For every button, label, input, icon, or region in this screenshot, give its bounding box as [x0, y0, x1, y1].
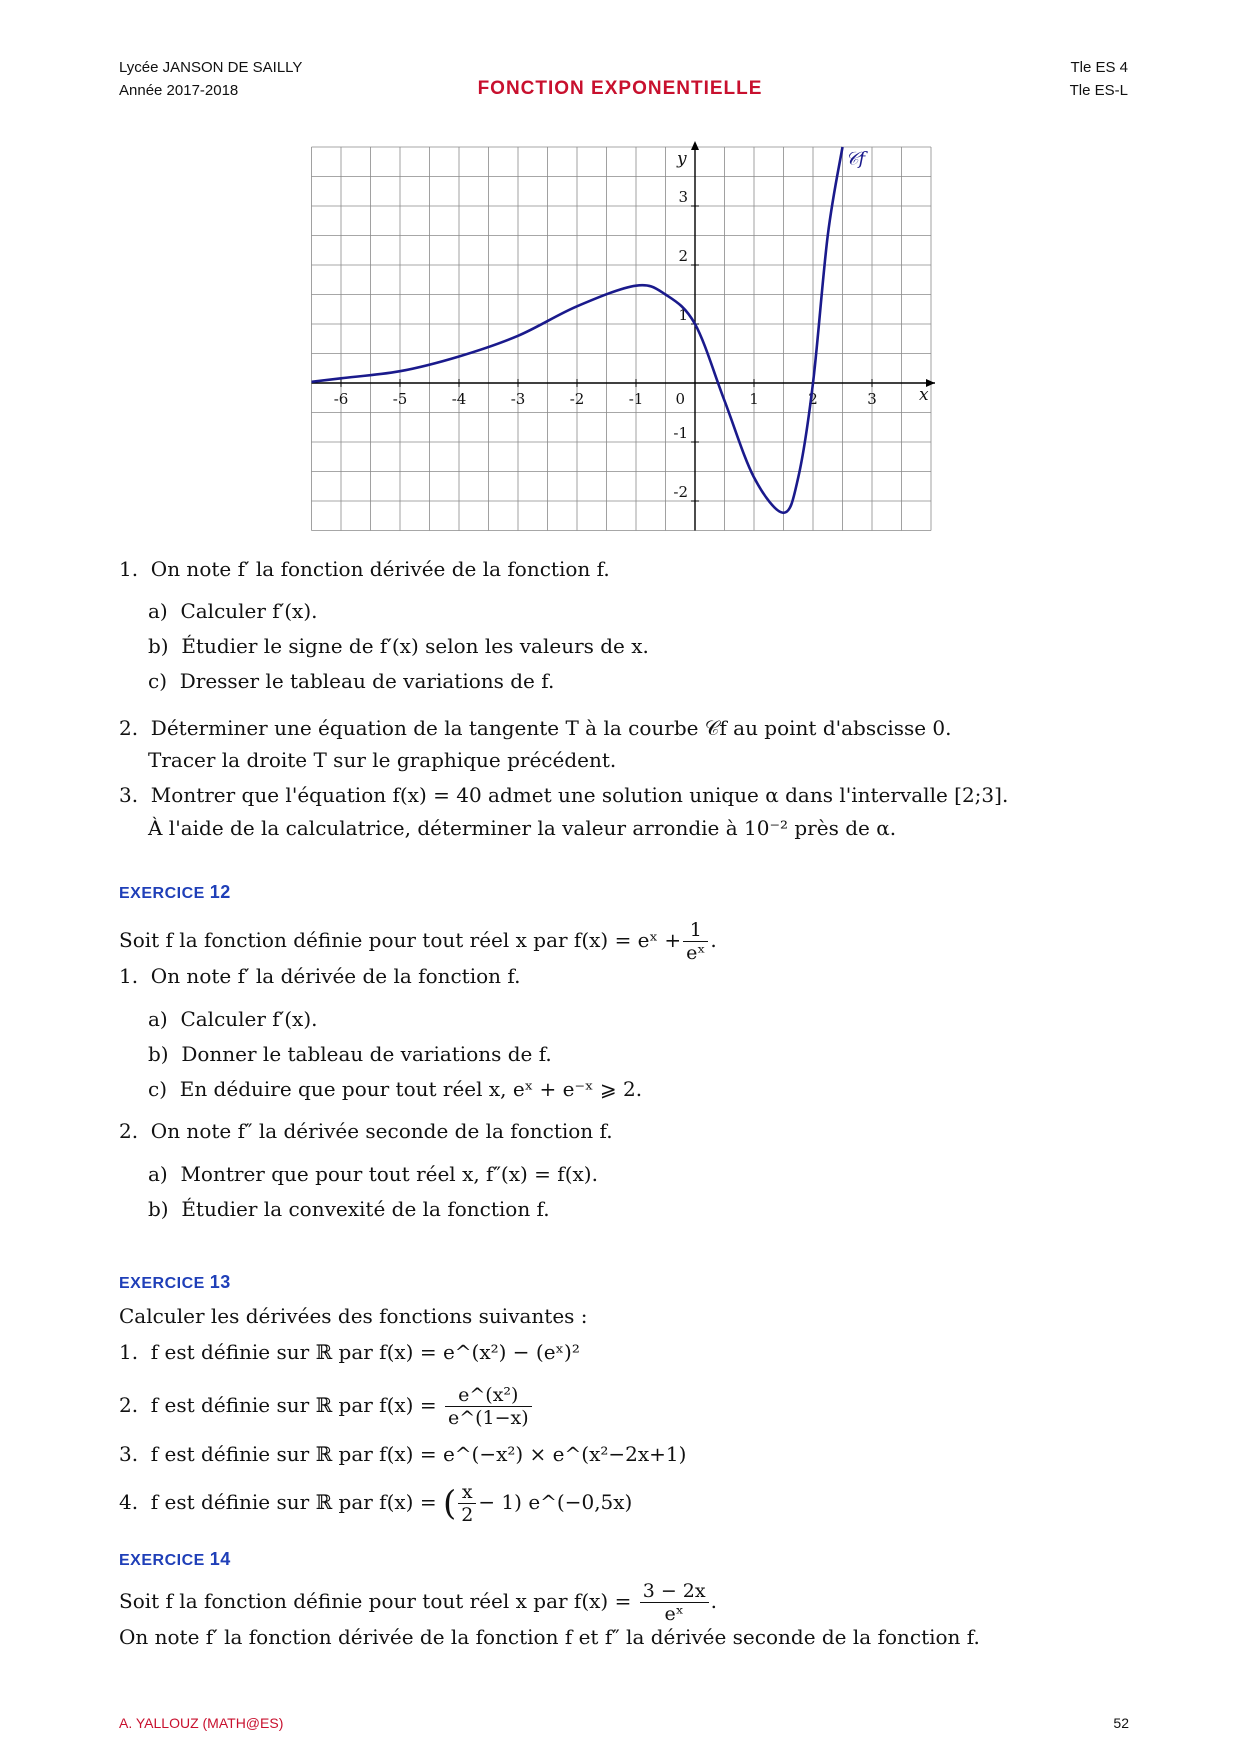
ex12-q1c: c) En déduire que pour tout réel x, eˣ + e⁻ˣ ⩾ 2.	[148, 1077, 643, 1101]
ex12-intro: Soit f la fonction définie pour tout réel x par f(x) = eˣ + $\frac{1}{\text{eˣ}}$ .	[119, 919, 717, 964]
x-tick-label: -4	[451, 390, 467, 408]
ex11-q3-line2: À l'aide de la calculatrice, déterminer la valeur arrondie à 10⁻² près de α.	[148, 816, 897, 840]
y-tick-label: 2	[678, 247, 688, 265]
x-tick-label: -5	[392, 390, 408, 408]
ex11-q3: 3. Montrer que l'équation f(x) = 40 admet une solution unique α dans l'intervalle [2;3].	[119, 783, 1009, 807]
curve-label: 𝒞f	[845, 148, 866, 170]
school-name: Lycée JANSON DE SAILLY	[119, 59, 303, 76]
x-tick-label: -3	[510, 390, 526, 408]
x-tick-label: 1	[749, 390, 759, 408]
school-year: Année 2017-2018	[119, 82, 239, 99]
exercise-12-heading: EXERCICE 12	[119, 882, 231, 902]
y-tick-label: -2	[673, 483, 688, 501]
ex11-q1: 1. On note f′ la fonction dérivée de la fonction f.	[119, 557, 610, 581]
y-axis-arrow	[691, 141, 699, 150]
ex11-q2-line2: Tracer la droite T sur le graphique précédent.	[148, 748, 617, 772]
ex13-intro: Calculer les dérivées des fonctions suivantes :	[119, 1304, 588, 1328]
exercise-13-heading: EXERCICE 13	[119, 1272, 231, 1292]
x-tick-label: -6	[333, 390, 349, 408]
ex14-intro: Soit f la fonction définie pour tout réel x par f(x) = $\frac{3 - 2x}{\text{eˣ}}$ .	[119, 1580, 717, 1625]
x-tick-label: -1	[628, 390, 644, 408]
y-tick-label: 3	[678, 188, 688, 206]
ex13-q2: 2. f est définie sur ℝ par f(x) = $\frac{\text{e\textasciicircum{}(x²)}}{e\^{}(1-x)}$	[119, 1378, 534, 1432]
origin-label: 0	[675, 390, 685, 408]
x-axis-label: x	[919, 385, 929, 405]
ex12-q1a: a) Calculer f′(x).	[148, 1007, 318, 1031]
x-tick-label: 3	[867, 390, 877, 408]
page-title: FONCTION EXPONENTIELLE	[477, 78, 763, 99]
ex12-q1b: b) Donner le tableau de variations de f.	[148, 1042, 552, 1066]
footer-page-number: 52	[1113, 1715, 1129, 1731]
ex11-q1a: a) Calculer f′(x).	[148, 599, 318, 623]
ex12-q1: 1. On note f′ la dérivée de la fonction f.	[119, 964, 521, 988]
ex14-line2: On note f′ la fonction dérivée de la fonction f et f″ la dérivée seconde de la fonction f.	[119, 1625, 980, 1649]
function-graph	[300, 140, 960, 550]
class-label-1: Tle ES 4	[1070, 59, 1128, 76]
class-label-2: Tle ES-L	[1069, 82, 1128, 99]
ex13-q4: 4. f est définie sur ℝ par f(x) = ( $\frac{x}{2}$ − 1) e^(−0,5x)	[119, 1481, 633, 1526]
ex11-q1b: b) Étudier le signe de f′(x) selon les valeurs de x.	[148, 634, 649, 658]
footer-author: A. YALLOUZ (MATH@ES)	[119, 1715, 284, 1731]
exercise-14-heading: EXERCICE 14	[119, 1549, 231, 1569]
x-tick-label: 2	[808, 390, 818, 408]
x-tick-label: -2	[569, 390, 585, 408]
y-axis-label: y	[677, 149, 687, 169]
y-tick-label: 1	[678, 306, 688, 324]
ex11-q2: 2. Déterminer une équation de la tangente T à la courbe 𝒞f au point d'abscisse 0.	[119, 716, 952, 740]
ex12-q2a: a) Montrer que pour tout réel x, f″(x) = f(x).	[148, 1162, 598, 1186]
ex13-q3: 3. f est définie sur ℝ par f(x) = e^(−x²) × e^(x²−2x+1)	[119, 1442, 687, 1466]
ex11-q1c: c) Dresser le tableau de variations de f.	[148, 669, 555, 693]
ex12-q2: 2. On note f″ la dérivée seconde de la fonction f.	[119, 1119, 613, 1143]
ex12-q2b: b) Étudier la convexité de la fonction f.	[148, 1197, 550, 1221]
ex13-q1: 1. f est définie sur ℝ par f(x) = e^(x²) − (eˣ)²	[119, 1340, 580, 1364]
y-tick-label: -1	[673, 424, 688, 442]
